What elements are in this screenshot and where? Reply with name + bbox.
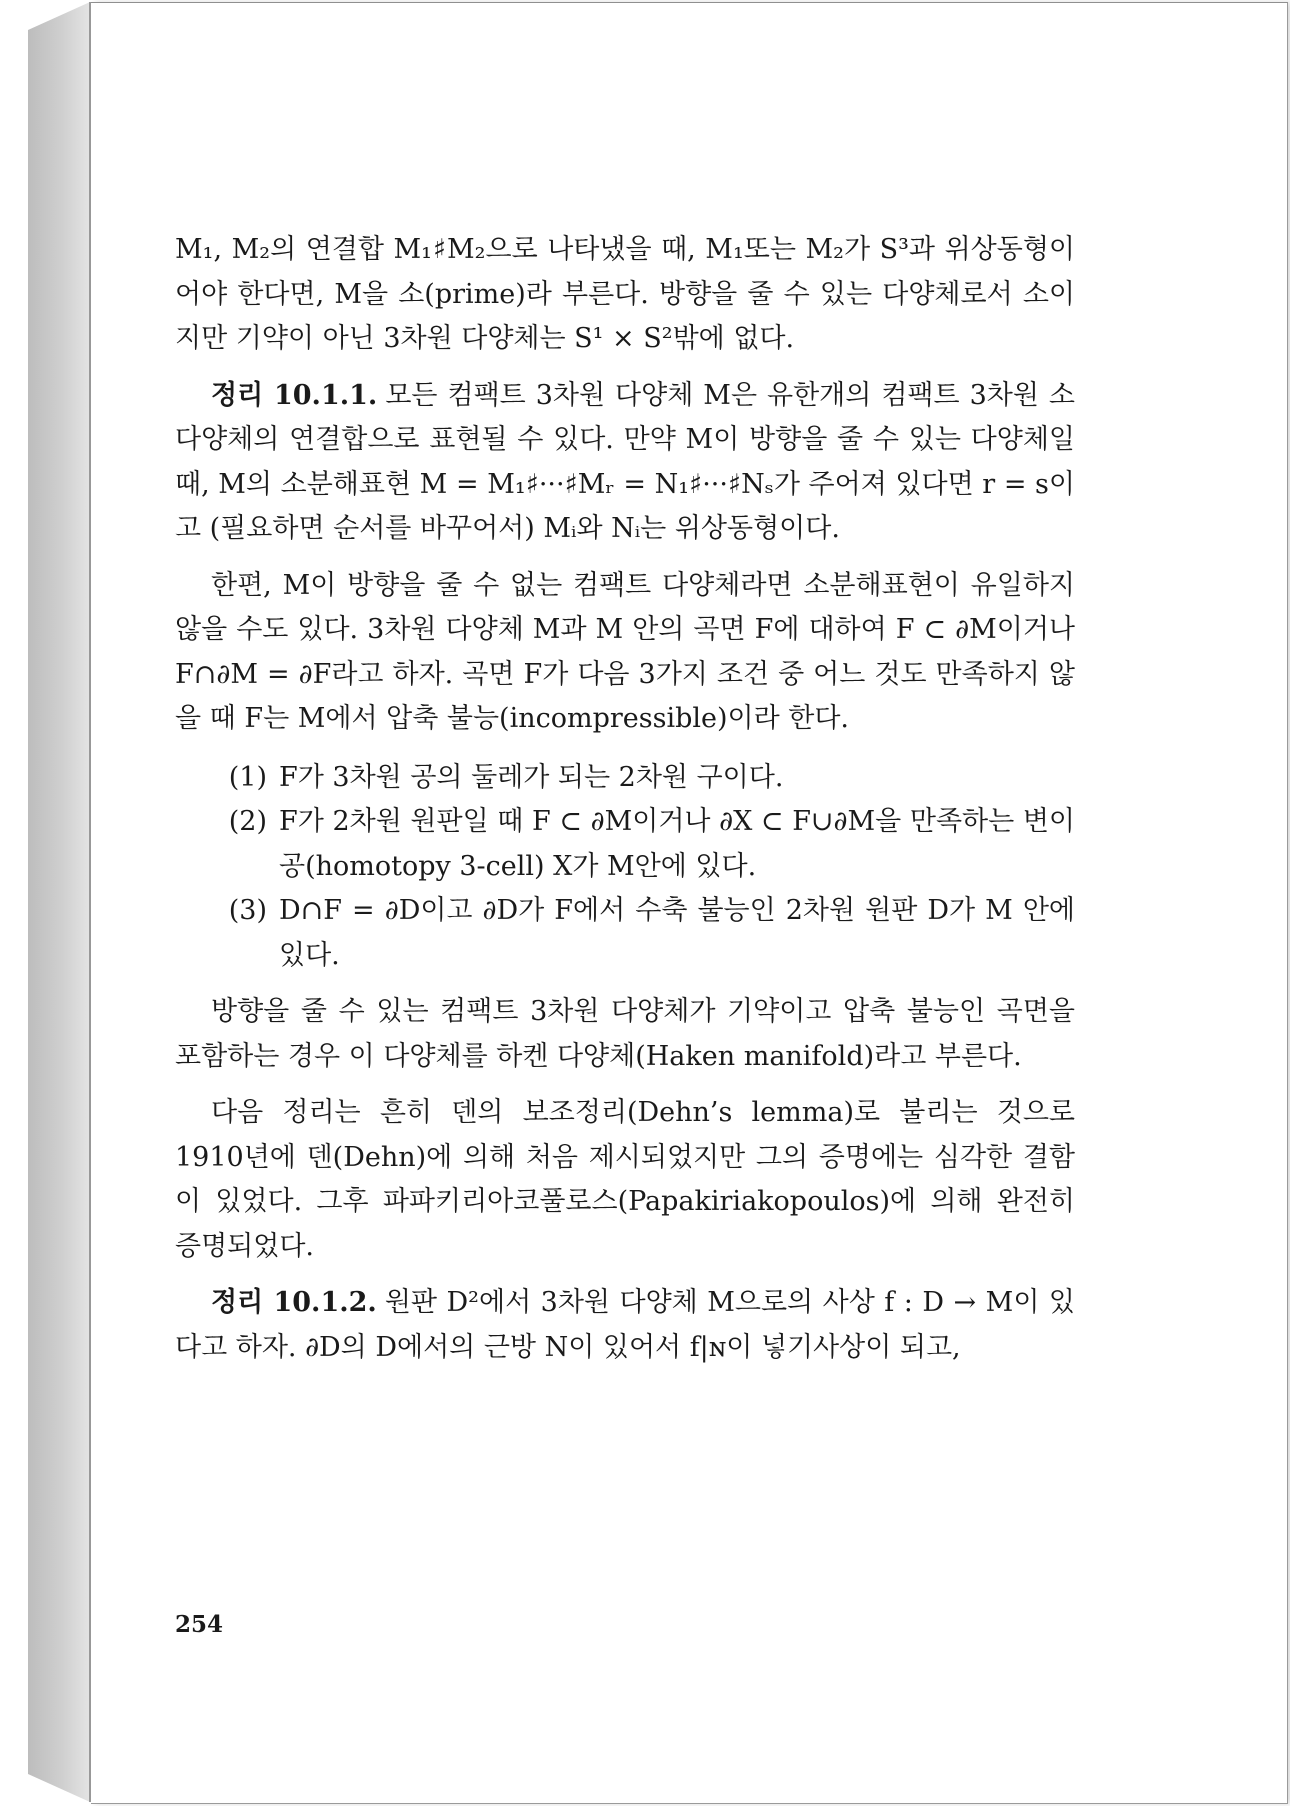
paragraph-prime-definition: M₁, M₂의 연결합 M₁♯M₂으로 나타냈을 때, M₁또는 M₂가 S³과 위상동형이어야 한다면, M을 소(prime)라 부른다. 방향을 줄 수 있는 다양체로서 소이지만 기약이 아닌 3차원 다양체는 S¹ × S²밖에 없다. [175, 234, 1075, 354]
condition-item [175, 800, 1075, 889]
theorem-10-1-2 [175, 1281, 1075, 1370]
paragraph-incompressible-definition: 한편, M이 방향을 줄 수 없는 컴팩트 다양체라면 소분해표현이 유일하지 않을 수도 있다. 3차원 다양체 M과 M 안의 곡면 F에 대하여 F ⊂ ∂M이거나 F∩∂M = ∂F라고 하자. 곡면 F가 다음 3가지 조건 중 어느 것도 만족하지 않을 때 F는 M에서 압축 불능(incompressible)이라 한다. [175, 569, 1075, 734]
paragraph-haken-manifold: 방향을 줄 수 있는 컴팩트 3차원 다양체가 기약이고 압축 불능인 곡면을 포함하는 경우 이 다양체를 하켄 다양체(Haken manifold)라고 부른다. [175, 996, 1075, 1072]
condition-number: (3) [228, 895, 267, 926]
condition-text: D∩F = ∂D이고 ∂D가 F에서 수축 불능인 2차원 원판 D가 M 안에 있다. [279, 895, 1075, 971]
book-spine [28, 2, 90, 1802]
theorem-10-1-2-text: 원판 D²에서 3차원 다양체 M으로의 사상 f : D → M이 있다고 하자. ∂D의 D에서의 근방 N이 있어서 f|ɴ이 넣기사상이 되고, [175, 1287, 1075, 1363]
page-content [175, 228, 1075, 1382]
condition-text: F가 3차원 공의 둘레가 되는 2차원 구이다. [279, 761, 784, 793]
condition-number: (2) [228, 806, 267, 837]
condition-number: (1) [228, 761, 267, 793]
page-number: 254 [175, 1611, 224, 1638]
condition-item [175, 756, 1075, 801]
theorem-10-1-1-label: 정리 10.1.1. [211, 379, 378, 411]
condition-text: F가 2차원 원판일 때 F ⊂ ∂M이거나 ∂X ⊂ F∪∂M을 만족하는 변이공(homotopy 3-cell) X가 M안에 있다. [279, 806, 1075, 882]
condition-list [175, 756, 1075, 979]
theorem-10-1-1-text: 모든 컴팩트 3차원 다양체 M은 유한개의 컴팩트 3차원 소다양체의 연결합으로 표현될 수 있다. 만약 M이 방향을 줄 수 있는 다양체일 때, M의 소분해표현 M = M₁♯···♯Mᵣ = N₁♯···♯Nₛ가 주어져 있다면 r = s이고 (필요하면 순서를 바꾸어서) Mᵢ와 Nᵢ는 위상동형이다. [175, 379, 1075, 544]
theorem-10-1-1 [175, 374, 1075, 552]
theorem-10-1-2-label: 정리 10.1.2. [211, 1287, 377, 1318]
paragraph-dehn-lemma: 다음 정리는 흔히 덴의 보조정리(Dehn’s lemma)로 불리는 것으로 1910년에 덴(Dehn)에 의해 처음 제시되었지만 그의 증명에는 심각한 결함이 있었다. 그후 파파키리아코풀로스(Papakiriakopoulos)에 의해 완전히 증명되었다. [175, 1097, 1075, 1262]
condition-item [175, 889, 1075, 978]
